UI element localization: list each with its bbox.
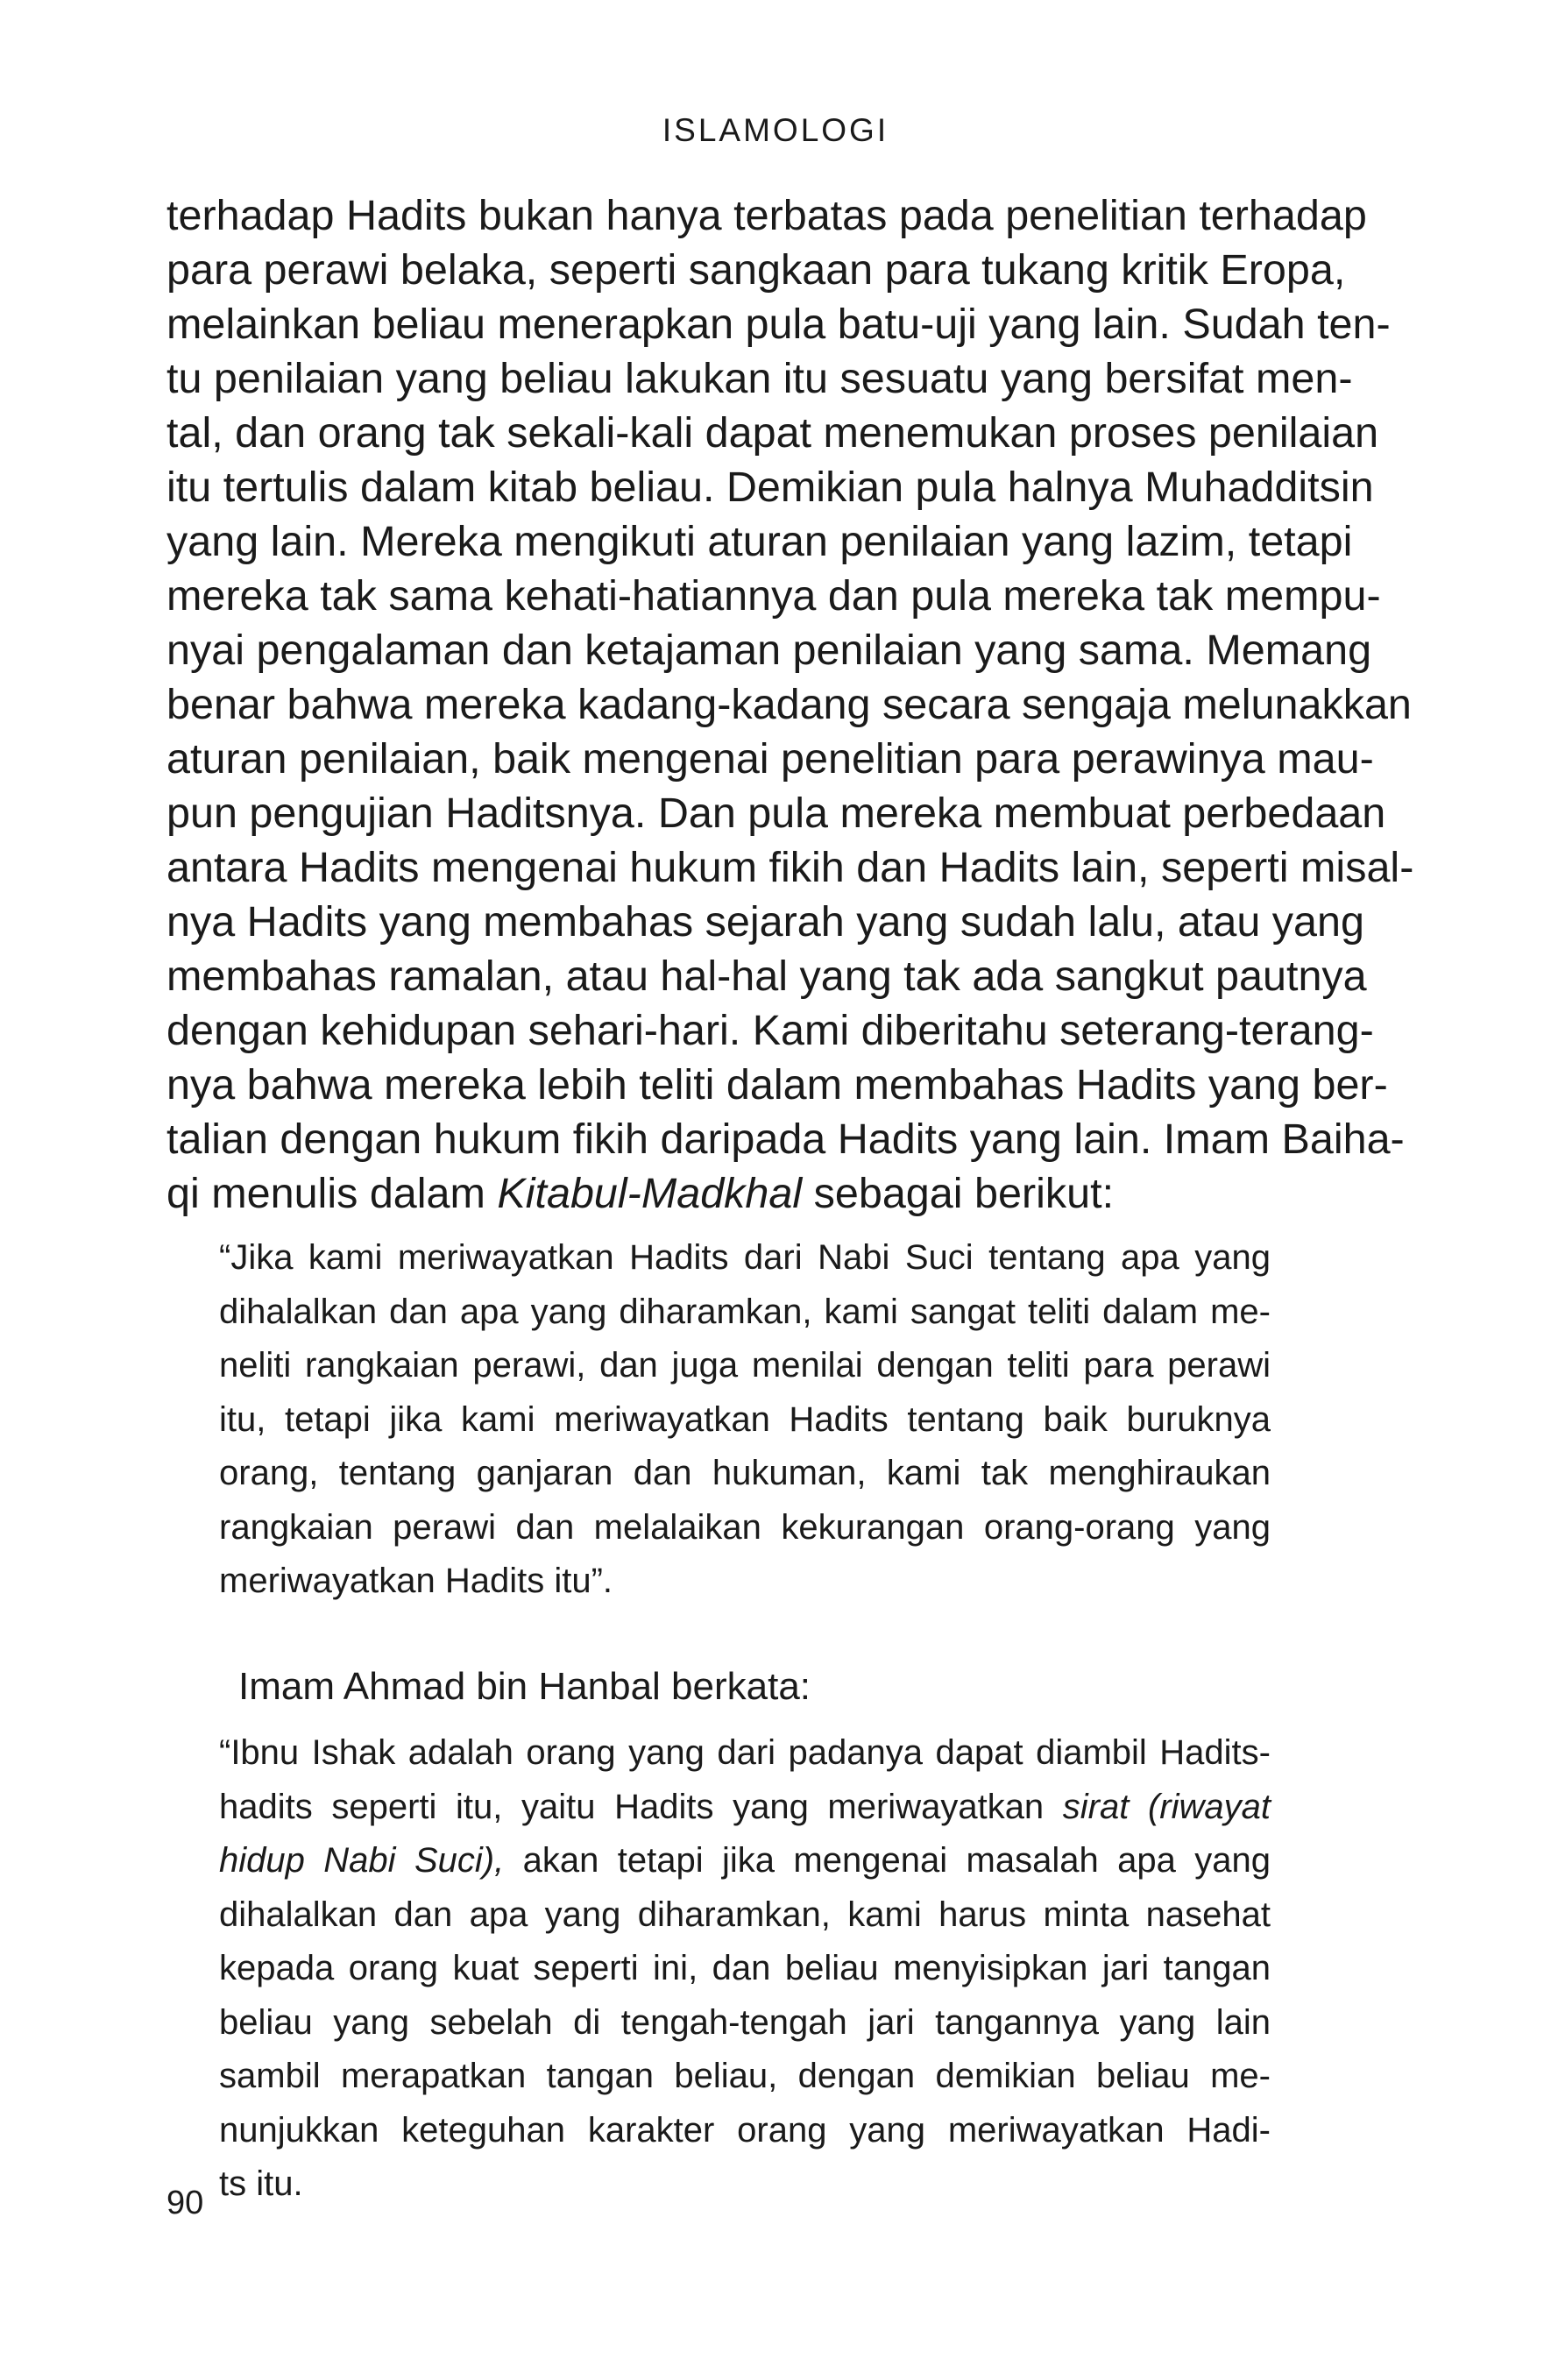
quote-line: dihalalkan dan apa yang diharamkan, kami sangat teliti dalam me- [219, 1292, 1271, 1331]
quote-line: ts itu. [219, 2164, 303, 2203]
paragraph-line: aturan penilaian, baik mengenai penelitian para perawinya mau- [166, 735, 1374, 783]
quote-line: itu, tetapi jika kami meriwayatkan Hadits tentang baik buruknya [219, 1399, 1271, 1439]
quote-line: meriwayatkan Hadits itu”. [219, 1562, 613, 1600]
quote-line: “Ibnu Ishak adalah orang yang dari padanya dapat diambil Hadits- [219, 1733, 1271, 1772]
quote-line: sambil merapatkan tangan beliau, dengan demikian beliau me- [219, 2057, 1271, 2095]
page-number: 90 [166, 2185, 204, 2221]
quote-line: neliti rangkaian perawi, dan juga menilai dengan teliti para perawi [219, 1346, 1271, 1385]
quote-line: beliau yang sebelah di tengah-tengah jari tangannya yang lain [219, 2002, 1271, 2042]
block-quote-baihaqi [219, 1231, 1271, 1609]
main-paragraph [166, 188, 1414, 1221]
quote-line: nunjukkan keteguhan karakter orang yang meriwayatkan Hadi- [219, 2110, 1271, 2150]
paragraph-line: para perawi belaka, seperti sangkaan para tukang kritik Eropa, [166, 246, 1346, 294]
block-quote-ahmad [219, 1726, 1271, 2212]
paragraph-line: mereka tak sama kehati-hatiannya dan pula mereka tak mempu- [166, 572, 1381, 620]
quote-italic: hidup Nabi Suci), [219, 1841, 505, 1880]
paragraph-line: nya bahwa mereka lebih teliti dalam membahas Hadits yang ber- [166, 1061, 1388, 1109]
book-title-italic: Kitabul-Madkhal [497, 1170, 803, 1217]
quote-line: “Jika kami meriwayatkan Hadits dari Nabi Suci tentang apa yang [219, 1238, 1271, 1277]
quote-text: hadits seperti itu, yaitu Hadits yang meriwayatkan [219, 1787, 1063, 1826]
paragraph-last-line [166, 1166, 1323, 1221]
paragraph-line: nyai pengalaman dan ketajaman penilaian yang sama. Memang [166, 627, 1372, 674]
quote-line: kepada orang kuat seperti ini, dan beliau menyisipkan jari tangan [219, 1949, 1271, 1987]
paragraph-text: qi menulis dalam [166, 1170, 498, 1217]
paragraph-line: tu penilaian yang beliau lakukan itu sesuatu yang bersifat men- [166, 355, 1353, 402]
quote-line [219, 1781, 1271, 1835]
running-header: ISLAMOLOGI [662, 112, 889, 148]
paragraph-line: nya Hadits yang membahas sejarah yang sudah lalu, atau yang [166, 898, 1364, 946]
paragraph-line: itu tertulis dalam kitab beliau. Demikian pula halnya Muhadditsin [166, 464, 1374, 511]
paragraph-text: sebagai berikut: [802, 1170, 1115, 1217]
quote-italic: sirat (riwayat [1062, 1787, 1271, 1826]
quote-text: akan tetapi jika mengenai masalah apa yang [504, 1841, 1271, 1880]
quote-line: dihalalkan dan apa yang diharamkan, kami harus minta nasehat [219, 1895, 1271, 1934]
paragraph-line: melainkan beliau menerapkan pula batu-uji yang lain. Sudah ten- [166, 301, 1391, 348]
paragraph-line: membahas ramalan, atau hal-hal yang tak ada sangkut pautnya [166, 953, 1367, 1000]
quote-line: rangkaian perawi dan melalaikan kekurangan orang-orang yang [219, 1507, 1271, 1547]
paragraph-line: benar bahwa mereka kadang-kadang secara sengaja melunakkan [166, 681, 1412, 728]
paragraph-line: antara Hadits mengenai hukum fikih dan Hadits lain, seperti misal- [166, 844, 1414, 891]
quote-line: orang, tentang ganjaran dan hukuman, kami tak menghiraukan [219, 1454, 1271, 1492]
paragraph-line: talian dengan hukum fikih daripada Hadits yang lain. Imam Baiha- [166, 1116, 1405, 1163]
paragraph-line: tal, dan orang tak sekali-kali dapat menemukan proses penilaian [166, 409, 1379, 457]
paragraph-line: pun pengujian Haditsnya. Dan pula mereka membuat perbedaan [166, 790, 1386, 837]
quote-attribution: Imam Ahmad bin Hanbal berkata: [238, 1665, 811, 1708]
paragraph-line: terhadap Hadits bukan hanya terbatas pada penelitian terhadap [166, 192, 1367, 239]
quote-line [219, 1834, 1271, 1888]
paragraph-line: yang lain. Mereka mengikuti aturan penilaian yang lazim, tetapi [166, 518, 1353, 565]
paragraph-line: dengan kehidupan sehari-hari. Kami diberitahu seterang-terang- [166, 1007, 1374, 1054]
